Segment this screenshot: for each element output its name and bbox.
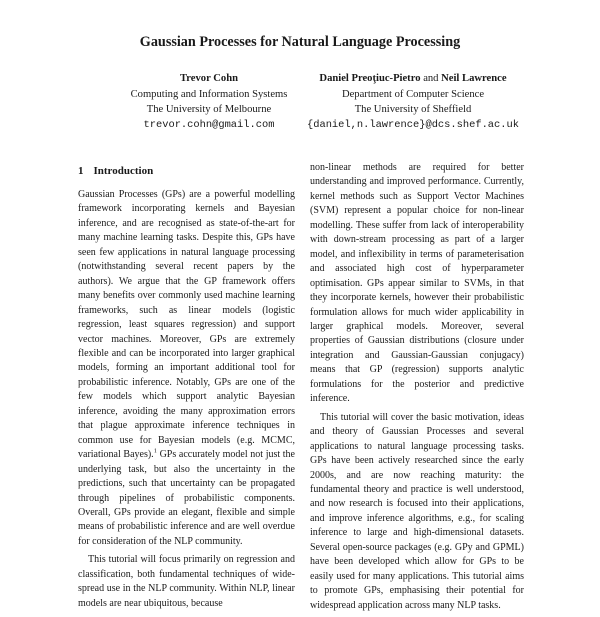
left-paragraph-1	[78, 188, 295, 549]
left-paragraph-1-text: Gaussian Processes (GPs) are a powerful modelling framework incorporating kernels and Bayesian inference, and are recognised as state-of-the-art for many machine learning tasks. Despite this, GPs have seen few applications in natural language processing (notwithstanding several recent papers by the authors). We argue that the GP framework offers many benefits over commonly used machine learning frameworks, such as linear models (logistic regression, least squares regression) and support vector machines. Moreover, GPs are extremely flexible and can be incorporated into larger graphical models, forming an important additional tool for probabilistic inference. Notably, GPs are one of the few models which support analytic Bayesian inference, avoiding the many approximation errors that plague approximate inference techniques in common use for Bayesian models (e.g. MCMC, variational Bayes).	[78, 189, 295, 461]
author-name-1: Daniel Preoţiuc-Pietro	[319, 73, 421, 84]
author-email-right[interactable]: {daniel,n.lawrence}@dcs.shef.ac.uk	[306, 118, 519, 131]
author-and: and	[423, 73, 439, 84]
author-block-left	[110, 71, 308, 133]
author-affiliation-left: The University of Melbourne	[146, 104, 272, 115]
right-paragraph-2: This tutorial will cover the basic motivation, ideas and theory of Gaussian Processes and several applications to natural language processing tasks. GPs have been actively researched since the early 2000s, and are now reaching maturity: the fundamental theory and practice is well understood, and now research is focused into their applications, and improve inference algorithms, e.g., for scaling inference to large and high-dimensional datasets. Several open-source packages (e.g. GPy and GPML) have been developed which allow for GPs to be easily used for many applications. This tutorial aims to promote GPs, emphasising their potential for widespread application across many NLP tasks.	[310, 411, 524, 611]
right-column	[310, 161, 524, 617]
author-email-left[interactable]: trevor.cohn@gmail.com	[143, 118, 275, 131]
section-heading	[78, 164, 295, 178]
author-names-left: Trevor Cohn	[180, 73, 238, 84]
section-number: 1	[78, 165, 84, 177]
paper-title: Gaussian Processes for Natural Language Processing	[139, 34, 461, 50]
left-paragraph-2: This tutorial will focus primarily on regression and classification, both fundamental techniques of wide-spread use in the NLP community. Within NLP, linear models are near ubiquitous, because	[78, 554, 295, 609]
author-name-2: Neil Lawrence	[441, 73, 507, 84]
right-paragraph-1: non-linear methods are required for better understanding and improved performance. Currently, kernel methods such as Support Vector Machines (SVM) represent a popular choice for non-linear modelling. These suffer from lack of interoperability with down-stream processing as part of a larger model, and inflexibility in terms of parameterisation and associated high cost of hyperparameter optimisation. GPs appear similar to SVMs, in that they incorporate kernels, however their probabilistic formulation allows for much wider applicability in larger graphical models. Moreover, several properties of Gaussian distributions (closure under integration and Gaussian-Gaussian conjugacy) means that GP (regression) supports analytic formulations for the posterior and predictive inference.	[310, 162, 524, 405]
left-paragraph-1-cont: GPs accurately model not just the underlying task, but also the uncertainty in the predictions, such that uncertainty can be propagated through pipelines of probabilistic components. Overall, GPs provide an elegant, flexible and simple means of probabilistic inference and are well overdue for consideration of the NLP community.	[78, 449, 296, 547]
author-dept-left: Computing and Information Systems	[130, 88, 288, 100]
author-block-right	[286, 71, 540, 133]
author-names-right	[286, 71, 540, 87]
author-dept-right: Department of Computer Science	[341, 88, 485, 100]
section-title: Introduction	[93, 165, 154, 177]
author-affiliation-right: The University of Sheffield	[354, 104, 472, 115]
left-column	[78, 164, 295, 615]
footnote-marker[interactable]: 1	[153, 447, 157, 455]
